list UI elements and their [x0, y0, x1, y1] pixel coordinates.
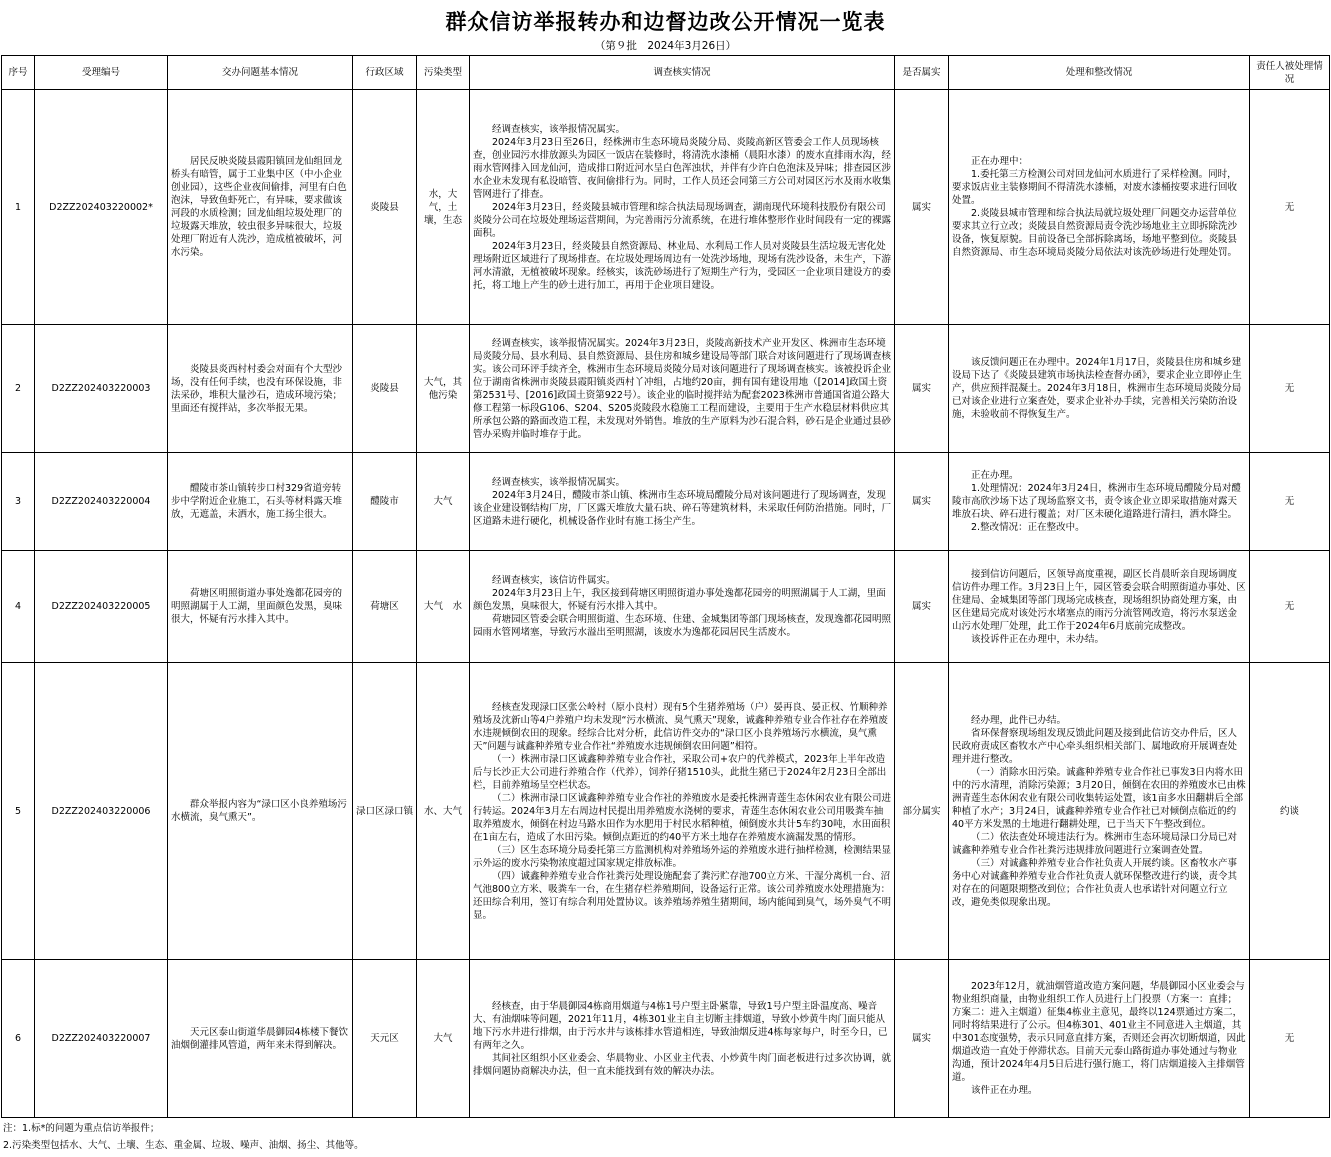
cell-basic: 醴陵市茶山镇转步口村329省道旁转步中学附近企业施工，石头等材料露天堆放，无遮盖，未洒水，施工扬尘很大。: [168, 453, 353, 551]
header-responsible: 责任人被处理情况: [1250, 56, 1330, 90]
cell-responsible: 无: [1250, 90, 1330, 325]
cell-responsible: 无: [1250, 551, 1330, 663]
header-handling: 处理和整改情况: [949, 56, 1250, 90]
cell-verified: 属实: [895, 453, 949, 551]
page-subtitle: （第９批 2024年3月26日）: [594, 40, 737, 52]
cell-investigation: 经调查核实，该信访件属实。 2024年3月23日上午，我区接到荷塘区明照街道办事处逸都花园旁的明照湖属于人工湖，里面颜色发黑，臭味很大，怀疑有污水排入其中。 荷塘园区管委会联合明照街道、生态环境、住建、金城集团等部门现场核查，发现逸都花园明照园雨水管网堵塞，导致污水溢出至明照湖，该废水为逸都花园居民生活废水。: [470, 551, 895, 663]
cell-investigation: 经核查发现渌口区张公岭村（原小良村）现有5个生猪养殖场（户）晏再良、晏正权、竹顺种养殖场及沈新山等4户养殖户均未发现“污水横流、臭气熏天”现象，诚鑫种养殖专业合作社存在养殖废水违规倾倒农田的现象。经综合比对分析，此信访件交办的“渌口区小良养殖场污水横流，臭气熏天”问题与诚鑫种养殖专业合作社“养殖废水违规倾倒农田问题”相符。 （一）株洲市渌口区诚鑫种养殖专业合作社，采取公司+农户的代养模式，2023年上半年改造后与长沙正大公司进行养殖合作（代养），饲养仔猪1510头，此批生猪已于2024年2月23日全部出栏，目前养殖场呈空栏状态。 （二）株洲市渌口区诚鑫种养殖专业合作社的养殖废水是委托株洲青莲生态休闲农业有限公司进行转运。2024年3月左右周边村民提出用养殖废水浇树的要求，青莲生态休闲农业公司用吸粪车抽取养殖废水，倾倒在村边马路水田作为水肥用于村民水稻种植，倾倒废水共计5车约30吨，水田面积在1亩左右，造成了水田污染。倾倒点距近的约40平方米土地存在养殖废水滴漏发黑的情形。 （三）区生态环境分局委托第三方监测机构对养殖场外运的养殖废水进行抽样检测，检测结果显示外运的废水污染物浓度超过国家规定排放标准。 （四）诚鑫种养殖专业合作社粪污处理设施配套了粪污贮存池700立方米、干湿分离机一台、沼气池800立方米、吸粪车一台，在生猪存栏养殖期间，设备运行正常。该公司养殖废水处理措施为：还田综合利用，签订有综合利用处置协议。该养殖场养殖生猪期间，场内能闻到臭气，场外臭气不明显。: [470, 663, 895, 960]
footnotes: [3, 1120, 364, 1154]
cell-handling: 经办理，此件已办结。 省环保督察现场组发现反馈此问题及接到此信访交办件后，区人民政府责成区畜牧水产中心牵头组织相关部门、属地政府开展调查处理并进行整改。 （一）消除水田污染。诚鑫种养殖专业合作社已事发3日内将水田中的污水清理，消除污染源；3月20日，倾倒在农田的养殖废水已由株洲青莲生态休闲农业有限公司收集转运处置，该1亩多水田翻耕后全部种植了水产；3月24日，诚鑫种养殖专业合作社已对倾倒点临近的约40平方米发黑的土地进行翻耕处理，已于当天下午整改到位。 （二）依法查处环境违法行为。株洲市生态环境局渌口分局已对诚鑫种养殖专业合作社粪污违规排放问题进行立案调查处置。 （三）对诚鑫种养殖专业合作社负责人开展约谈。区畜牧水产事务中心对诚鑫种养殖专业合作社负责人就环保整改进行约谈，责令其对存在的问题限期整改到位；合作社负责人也承诺针对问题立行立改，避免类似现象出现。: [949, 663, 1250, 960]
header-basic: 交办问题基本情况: [168, 56, 353, 90]
cell-ptype: 水，大气，土壤，生态: [417, 90, 470, 325]
cell-verified: 属实: [895, 960, 949, 1118]
cell-verified: 属实: [895, 325, 949, 453]
cell-code: D2ZZ202403220007: [35, 960, 168, 1118]
page-title: 群众信访举报转办和边督边改公开情况一览表: [445, 9, 886, 34]
footnote-2: 2.污染类型包括水、大气、土壤、生态、重金属、垃圾、噪声、油烟、扬尘、其他等。: [3, 1140, 364, 1151]
cell-no: 6: [2, 960, 35, 1118]
cell-region: 天元区: [353, 960, 417, 1118]
cell-investigation: 经调查核实，该举报情况属实。2024年3月23日，炎陵高新技术产业开发区、株洲市生态环境局炎陵分局、县水利局、县自然资源局、县住房和城乡建设局等部门联合对该问题进行了现场调查核实。该公司环评手续齐全，株洲市生态环境局炎陵分局对该问题进行了现场调查核实。该被投诉企业位于湖南省株洲市炎陵县霞阳镇炎西村丫冲组，占地约20亩，拥有国有建设用地（[2014]政国土资第2531号、[2016]政国土资第922号）。该企业的临时搅拌站为配套2023株洲市普通国省道公路大修工程第一标段G106、S204、S205炎陵段水稳施工工程而建设，主要用于生产水稳层材料供应其所承包公路的路面改造工程，未发现对外销售。堆放的生产原料为沙石混合料，砂石是企业通过县砂管办采购并临时堆存于此。: [470, 325, 895, 453]
cell-handling: 接到信访问题后，区领导高度重视，副区长肖晨昕亲自现场调度信访件办理工作。3月23日上午，园区管委会联合明照街道办事处、区住建局、金城集团等部门现场完成核查，现场组织协商处理方案，由区住建局完成对该处污水堵塞点的雨污分流管网改造，将污水泵送金山污水处理厂处理，此工作于2024年6月底前完成整改。 该投诉件正在办理中，未办结。: [949, 551, 1250, 663]
cell-code: D2ZZ202403220003: [35, 325, 168, 453]
cell-basic: 天元区泰山街道华晨御园4栋楼下餐饮油烟倒灌排风管道，两年来未得到解决。: [168, 960, 353, 1118]
cell-region: 醴陵市: [353, 453, 417, 551]
table-header-row: [2, 56, 1330, 90]
cell-no: 5: [2, 663, 35, 960]
cell-basic: 群众举报内容为“渌口区小良养殖场污水横流，臭气熏天”。: [168, 663, 353, 960]
cell-verified: 属实: [895, 551, 949, 663]
cell-basic: 炎陵县炎西村村委会对面有个大型沙场，没有任何手续，也没有环保设施，非法采砂，堆积大量沙石，造成环境污染；里面还有搅拌站，多次举报无果。: [168, 325, 353, 453]
cell-region: 渌口区渌口镇: [353, 663, 417, 960]
cell-responsible: 无: [1250, 960, 1330, 1118]
header-verified: 是否属实: [895, 56, 949, 90]
cell-ptype: 大气: [417, 453, 470, 551]
cell-no: 2: [2, 325, 35, 453]
cell-region: 炎陵县: [353, 90, 417, 325]
cell-ptype: 水、大气: [417, 663, 470, 960]
cell-handling: 正在办理中： 1.委托第三方检测公司对回龙仙河水质进行了采样检测。同时，要求饭店业主装修期间不得清洗水漆桶，对废水漆桶按要求进行回收处置。 2.炎陵县城市管理和综合执法局就垃圾处理厂问题交办运营单位要求其立行立改；炎陵县自然资源局责令洗沙场地业主立即拆除洗沙设备，恢复原貌。目前设备已全部拆除离场，场地平整到位。炎陵县自然资源局、市生态环境局炎陵分局依法对该洗砂场进行处理处罚。: [949, 90, 1250, 325]
cell-no: 3: [2, 453, 35, 551]
cell-code: D2ZZ202403220002*: [35, 90, 168, 325]
cell-responsible: 无: [1250, 325, 1330, 453]
table-row: [2, 325, 1330, 453]
cell-basic: 荷塘区明照街道办事处逸都花园旁的明照湖属于人工湖，里面颜色发黑，臭味很大，怀疑有污水排入其中。: [168, 551, 353, 663]
cell-no: 1: [2, 90, 35, 325]
table-row: [2, 551, 1330, 663]
cell-ptype: 大气 水: [417, 551, 470, 663]
header-no: 序号: [2, 56, 35, 90]
header-region: 行政区域: [353, 56, 417, 90]
cell-code: D2ZZ202403220004: [35, 453, 168, 551]
cell-responsible: 无: [1250, 453, 1330, 551]
disclosure-table: [1, 55, 1330, 1118]
footnote-1: 注：1.标*的问题为重点信访举报件；: [3, 1123, 160, 1134]
cell-investigation: 经调查核实，该举报情况属实。 2024年3月24日，醴陵市茶山镇、株洲市生态环境局醴陵分局对该问题进行了现场调查，发现该企业建设钢结构厂房，厂区露天堆放大量石块、碎石等建筑材料，未采取任何防治措施。同时，厂区道路未进行硬化，机械设备作业时有施工扬尘产生。: [470, 453, 895, 551]
cell-code: D2ZZ202403220006: [35, 663, 168, 960]
cell-verified: 部分属实: [895, 663, 949, 960]
table-row: [2, 663, 1330, 960]
table-row: [2, 453, 1330, 551]
table-row: [2, 960, 1330, 1118]
table-row: [2, 90, 1330, 325]
cell-region: 荷塘区: [353, 551, 417, 663]
header-investigation: 调查核实情况: [470, 56, 895, 90]
cell-handling: 2023年12月，就油烟管道改造方案问题，华晨御园小区业委会与物业组织商量，由物业组织工作人员进行上门投票（方案一：直排；方案二：进入主烟道）征集4栋业主意见，最终以124票通过方案二，同时将结果进行了公示。但4栋301、401业主不同意进入主烟道，其中301态度强势，表示只同意直排方案，否则还会再次切断烟道，因此烟道改造一直处于停滞状态。目前天元泰山路街道办事处通过与物业沟通，预计2024年4月5日后进行强行施工，将门店烟道接入主排烟管道。 该件正在办理。: [949, 960, 1250, 1118]
cell-no: 4: [2, 551, 35, 663]
cell-code: D2ZZ202403220005: [35, 551, 168, 663]
cell-basic: 居民反映炎陵县霞阳镇回龙仙组回龙桥头有暗管，属于工业集中区（中小企业创业园），这些企业夜间偷排，河里有白色泡沫，导致鱼虾死亡，有异味，要求做该河段的水质检测；回龙仙组垃圾处理厂的垃圾露天堆放，较虫很多异味很大，垃圾处理厂附近有人洗沙，造成植被破坏，河水污染。: [168, 90, 353, 325]
cell-region: 炎陵县: [353, 325, 417, 453]
header-code: 受理编号: [35, 56, 168, 90]
cell-responsible: 约谈: [1250, 663, 1330, 960]
cell-investigation: 经调查核实，该举报情况属实。 2024年3月23日至26日，经株洲市生态环境局炎陵分局、炎陵高新区管委会工作人员现场核查，创业园污水排放源头为园区一饭店在装修时，将清洗水漆桶（晨阳水漆）的废水直排雨水沟，经雨水管网排入回龙仙河，造成排口附近河水呈白色浑浊状，并伴有少许白色泡沫及异味；排查园区涉水企业未发现有私设暗管、夜间偷排行为。同时，工作人员还会同第三方公司对园区污水及雨水收集管网进行了排查。 2024年3月23日，经炎陵县城市管理和综合执法局现场调查，湖南现代环境科技股份有限公司炎陵分公司在垃圾处理场运营期间，为完善雨污分流系统，在进行堆体整形作业时间段有一定的裸露面积。 2024年3月23日，经炎陵县自然资源局、林业局、水利局工作人员对炎陵县生活垃圾无害化处理场附近区域进行了现场排查。在垃圾处理场周边有一处洗沙场地，现场有洗沙设备，未生产，下游河水清澈，无植被破坏现象。经核实，该洗砂场进行了短期生产行为，受园区一企业项目建设方的委托，将工地上产生的砂土进行加工，再用于企业项目建设。: [470, 90, 895, 325]
header-ptype: 污染类型: [417, 56, 470, 90]
cell-handling: 正在办理。 1.处理情况：2024年3月24日，株洲市生态环境局醴陵分局对醴陵市高欣沙场下达了现场监察文书，责令该企业立即采取措施对露天堆放石块、碎石进行覆盖；对厂区未硬化道路进行清扫，洒水降尘。 2.整改情况：正在整改中。: [949, 453, 1250, 551]
cell-ptype: 大气: [417, 960, 470, 1118]
cell-verified: 属实: [895, 90, 949, 325]
cell-handling: 该反馈问题正在办理中。2024年1月17日，炎陵县住房和城乡建设局下达了《炎陵县建筑市场执法检查督办函》，要求企业立即停止生产，供应预拌混凝土。2024年3月18日，株洲市生态环境局炎陵分局已对该企业进行立案查处，要求企业补办手续，完善相关污染防治设施，未验收前不得恢复生产。: [949, 325, 1250, 453]
cell-ptype: 大气，其他污染: [417, 325, 470, 453]
cell-investigation: 经核查，由于华晨御园4栋商用烟道与4栋1号户型主卧紧靠，导致1号户型主卧温度高、噪音大、有油烟味等问题，2021年11月，4栋301业主自主切断主排烟道，导致小炒黄牛肉门面只能从地下污水井进行排烟，由于污水井与该栋排水管道相连，导致油烟反进4栋每家每户，时至今日，已有两年之久。 其间社区组织小区业委会、华晨物业、小区业主代表、小炒黄牛肉门面老板进行过多次协调，就排烟问题协商解决办法，但一直未能找到有效的解决办法。: [470, 960, 895, 1118]
